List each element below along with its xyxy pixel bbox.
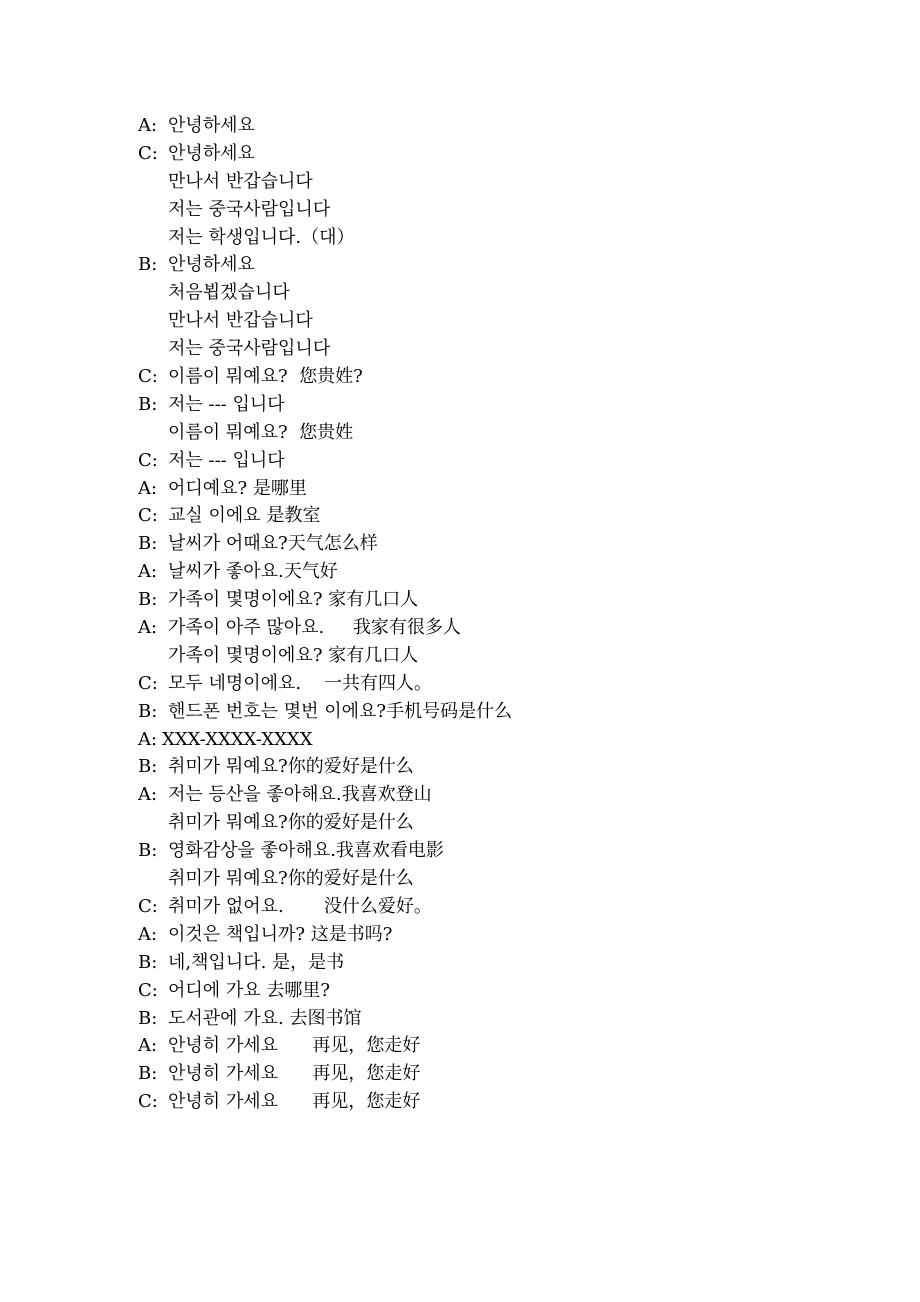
speaker-label: [138, 224, 168, 252]
line-text: 날씨가 어때요?天气怎么样: [168, 533, 378, 555]
line-text: 처음뵙겠습니다: [168, 282, 290, 304]
dialogue-line: [138, 614, 858, 642]
dialogue-line: [138, 893, 858, 921]
dialogue-line: [138, 1060, 858, 1088]
line-text: 가족이 아주 많아요. 我家有很多人: [168, 617, 461, 639]
line-text: 어디예요? 是哪里: [168, 477, 307, 499]
speaker-label: A:: [138, 1035, 158, 1057]
dialogue-line: [138, 921, 858, 949]
line-text: 안녕히 가세요 再见，您走好: [168, 1035, 421, 1057]
speaker-label: B:: [138, 951, 158, 973]
dialogue-line: [138, 168, 858, 196]
line-text: 어디에 가요 去哪里?: [168, 979, 331, 1001]
line-text: 가족이 몇명이에요? 家有几口人: [168, 589, 419, 611]
speaker-label: A:: [138, 115, 158, 136]
speaker-label: C:: [138, 449, 158, 471]
dialogue-line: [138, 809, 858, 837]
dialogue-line: [138, 502, 858, 530]
dialogue-line: [138, 335, 858, 363]
dialogue-line: [138, 586, 858, 614]
speaker-label: C:: [138, 142, 158, 164]
line-text: 안녕하세요: [168, 142, 255, 164]
dialogue-line: [138, 279, 858, 307]
speaker-label: [138, 809, 168, 837]
speaker-label: C:: [138, 672, 158, 694]
dialogue-line: [138, 642, 858, 670]
speaker-label: [138, 642, 168, 670]
dialogue-line: [138, 251, 858, 279]
dialogue-line: [138, 419, 858, 447]
line-text: 도서관에 가요. 去图书馆: [168, 1007, 362, 1029]
speaker-label: A:: [138, 561, 158, 583]
dialogue-line: [138, 865, 858, 893]
speaker-label: B:: [138, 1063, 158, 1085]
speaker-label: C:: [138, 505, 158, 527]
dialogue-line: [138, 558, 858, 586]
line-text: 안녕하세요: [168, 254, 255, 276]
dialogue-line: [138, 977, 858, 1005]
speaker-label: C:: [138, 1091, 158, 1113]
speaker-label: [138, 865, 168, 893]
line-text: 이것은 책입니까? 这是书吗?: [168, 923, 393, 945]
speaker-label: A:: [138, 728, 158, 750]
dialogue-line: [138, 1032, 858, 1060]
dialogue-line: [138, 949, 858, 977]
dialogue-line: [138, 670, 858, 698]
speaker-label: B:: [138, 254, 158, 276]
line-text: 교실 이에요 是教室: [168, 505, 321, 527]
line-text: 저는 학생입니다.（대）: [168, 226, 355, 248]
line-text: 만나서 반갑습니다: [168, 310, 313, 332]
speaker-label: A:: [138, 617, 158, 639]
dialogue-line: [138, 447, 858, 475]
speaker-label: B:: [138, 589, 158, 611]
speaker-label: B:: [138, 840, 158, 862]
speaker-label: B:: [138, 756, 158, 778]
speaker-label: [138, 168, 168, 196]
line-text: 이름이 뭐예요? 您贵姓?: [168, 366, 363, 388]
line-text: XXX-XXXX-XXXX: [162, 728, 313, 750]
dialogue-line: [138, 530, 858, 558]
line-text: 저는 --- 입니다: [168, 393, 285, 415]
dialogue-line: [138, 698, 858, 726]
speaker-label: A:: [138, 477, 158, 499]
line-text: 핸드폰 번호는 몇번 이에요?手机号码是什么: [168, 700, 513, 722]
speaker-label: C:: [138, 979, 158, 1001]
line-text: 저는 중국사람입니다: [168, 198, 331, 220]
line-text: 만나서 반갑습니다: [168, 170, 313, 192]
speaker-label: C:: [138, 895, 158, 917]
line-text: 안녕히 가세요 再见，您走好: [168, 1091, 421, 1113]
line-text: 취미가 없어요. 没什么爱好。: [168, 895, 432, 917]
dialogue-line: [138, 196, 858, 224]
line-text: 취미가 뭐예요?你的爱好是什么: [168, 756, 414, 778]
dialogue-line: [138, 781, 858, 809]
speaker-label: C:: [138, 366, 158, 388]
dialogue-line: [138, 112, 858, 140]
dialogue-line: [138, 475, 858, 503]
line-text: 영화감상을 좋아해요.我喜欢看电影: [168, 840, 444, 862]
dialogue-line: [138, 224, 858, 252]
dialogue-line: [138, 1005, 858, 1033]
speaker-label: B:: [138, 1007, 158, 1029]
speaker-label: [138, 307, 168, 335]
dialogue-line: [138, 753, 858, 781]
line-text: 저는 등산을 좋아해요.我喜欢登山: [168, 784, 432, 806]
dialogue-line: [138, 140, 858, 168]
speaker-label: B:: [138, 393, 158, 415]
speaker-label: B:: [138, 700, 158, 722]
dialogue-line: [138, 391, 858, 419]
line-text: 날씨가 좋아요.天气好: [168, 561, 338, 583]
speaker-label: A:: [138, 923, 158, 945]
dialogue-line: [138, 363, 858, 391]
dialogue-line: [138, 837, 858, 865]
speaker-label: [138, 279, 168, 307]
dialogue-line: [138, 307, 858, 335]
line-text: 안녕히 가세요 再见，您走好: [168, 1063, 421, 1085]
speaker-label: A:: [138, 784, 158, 806]
dialogue-line: [138, 726, 858, 754]
line-text: 가족이 몇명이에요? 家有几口人: [168, 644, 419, 666]
line-text: 안녕하세요: [168, 115, 255, 136]
speaker-label: [138, 419, 168, 447]
speaker-label: [138, 196, 168, 224]
line-text: 네,책입니다. 是，是书: [168, 951, 345, 973]
speaker-label: B:: [138, 533, 158, 555]
speaker-label: [138, 335, 168, 363]
line-text: 취미가 뭐예요?你的爱好是什么: [168, 812, 414, 834]
line-text: 이름이 뭐예요? 您贵姓: [168, 421, 354, 443]
dialogue-line: [138, 1088, 858, 1116]
line-text: 저는 --- 입니다: [168, 449, 285, 471]
line-text: 취미가 뭐예요?你的爱好是什么: [168, 868, 414, 890]
line-text: 저는 중국사람입니다: [168, 338, 331, 360]
line-text: 모두 네명이에요. 一共有四人。: [168, 672, 433, 694]
dialogue-text: [138, 112, 858, 1116]
